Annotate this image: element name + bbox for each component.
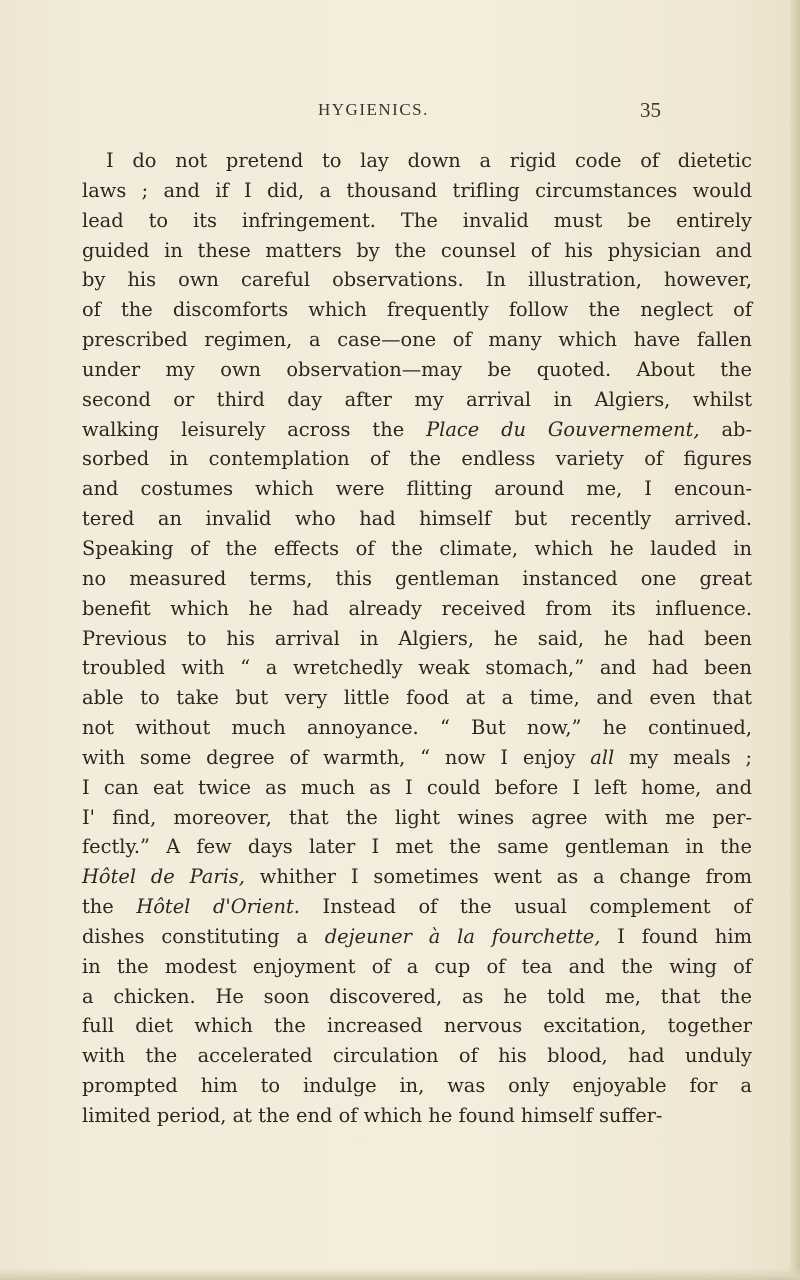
text-run: with the accelerated circulation of his blood, had unduly	[82, 1044, 752, 1068]
text-line	[82, 624, 752, 654]
text-run: full diet which the increased nervous excitation, together	[82, 1014, 752, 1038]
text-run: under my own observation—may be quoted. About the	[82, 357, 752, 381]
text-line	[82, 743, 752, 773]
text-line	[82, 713, 752, 743]
text-run: of the discomforts which frequently follow the neglect of	[82, 298, 752, 322]
text-line	[82, 444, 752, 474]
text-run: troubled with “ a wretchedly weak stomach,” and had been	[82, 656, 752, 680]
text-run: laws ; and if I did, a thousand trifling circumstances would	[82, 178, 752, 202]
text-run: limited period, at the end of which he found himself suffer-	[82, 1104, 663, 1127]
text-run: I' find, moreover, that the light wines agree with me per-	[82, 805, 752, 829]
text-line	[82, 922, 752, 952]
text-line	[82, 594, 752, 624]
text-line	[82, 862, 752, 892]
text-line	[82, 832, 752, 862]
text-run: fectly.” A few days later I met the same gentleman in the	[82, 835, 752, 859]
text-line	[82, 206, 752, 236]
text-line	[82, 952, 752, 982]
text-line	[82, 236, 752, 266]
text-line	[82, 325, 752, 355]
page-bottom-shadow	[0, 1268, 800, 1280]
text-line	[82, 982, 752, 1012]
italic-phrase: all	[590, 745, 615, 769]
text-run: lead to its infringement. The invalid must be entirely	[82, 208, 752, 232]
text-run: prescribed regimen, a case—one of many which have fallen	[82, 328, 752, 352]
italic-phrase: dejeuner à la fourchette,	[324, 924, 601, 948]
body-paragraph	[82, 146, 752, 1131]
text-run: ab-	[699, 417, 752, 441]
text-line	[82, 803, 752, 833]
text-line	[82, 1101, 752, 1131]
text-line	[82, 415, 752, 445]
text-run: sorbed in contemplation of the endless variety of figures	[82, 447, 752, 471]
text-run: Speaking of the effects of the climate, which he lauded in	[82, 536, 752, 560]
text-run: prompted him to indulge in, was only enjoyable for a	[82, 1074, 752, 1098]
text-line	[82, 1071, 752, 1101]
text-run: a chicken. He soon discovered, as he told me, that the	[82, 984, 752, 1008]
text-line	[82, 385, 752, 415]
text-line	[82, 892, 752, 922]
text-run: and costumes which were flitting around me, I encoun-	[82, 477, 752, 501]
running-head-title: HYGIENICS.	[318, 100, 429, 119]
text-line	[82, 1041, 752, 1071]
text-line	[82, 176, 752, 206]
text-run: Previous to his arrival in Algiers, he said, he had been	[82, 626, 752, 650]
text-line	[82, 355, 752, 385]
text-run: in the modest enjoyment of a cup of tea and the wing of	[82, 954, 752, 978]
text-line	[82, 564, 752, 594]
text-line	[82, 683, 752, 713]
text-run: no measured terms, this gentleman instanced one great	[82, 566, 752, 590]
running-head	[0, 100, 800, 124]
text-run: with some degree of warmth, “ now I enjoy	[82, 745, 591, 769]
text-run: I do not pretend to lay down a rigid code of dietetic	[106, 149, 752, 172]
text-line	[82, 773, 752, 803]
italic-phrase: Hôtel d'Orient.	[136, 895, 300, 919]
text-run: dishes constituting a	[82, 924, 325, 948]
text-line	[82, 1011, 752, 1041]
text-run: second or third day after my arrival in Algiers, whilst	[82, 387, 752, 411]
text-run: I found him	[600, 924, 752, 948]
italic-phrase: Hôtel de Paris,	[82, 865, 245, 889]
text-line	[82, 504, 752, 534]
text-run: walking leisurely across the	[82, 417, 427, 441]
text-line	[82, 295, 752, 325]
page-edge-shadow	[790, 0, 800, 1280]
text-run: guided in these matters by the counsel of his physician and	[82, 238, 752, 262]
text-run: whither I sometimes went as a change from	[244, 865, 753, 889]
text-line	[82, 534, 752, 564]
text-line	[82, 474, 752, 504]
page-number: 35	[640, 98, 661, 122]
text-run: by his own careful observations. In illustration, however,	[82, 268, 752, 292]
text-run: Instead of the usual complement of	[299, 895, 753, 919]
text-line	[82, 653, 752, 683]
text-run: my meals ;	[614, 745, 752, 769]
text-run: able to take but very little food at a time, and even that	[82, 686, 752, 710]
text-run: the	[82, 895, 137, 919]
text-line	[82, 265, 752, 295]
text-line	[82, 146, 752, 176]
text-run: benefit which he had already received from its influence.	[82, 596, 752, 620]
text-run: tered an invalid who had himself but recently arrived.	[82, 507, 752, 531]
italic-phrase: Place du Gouvernement,	[426, 417, 700, 441]
text-run: not without much annoyance. “ But now,” he continued,	[82, 716, 752, 740]
text-run: I can eat twice as much as I could before I left home, and	[82, 775, 752, 799]
